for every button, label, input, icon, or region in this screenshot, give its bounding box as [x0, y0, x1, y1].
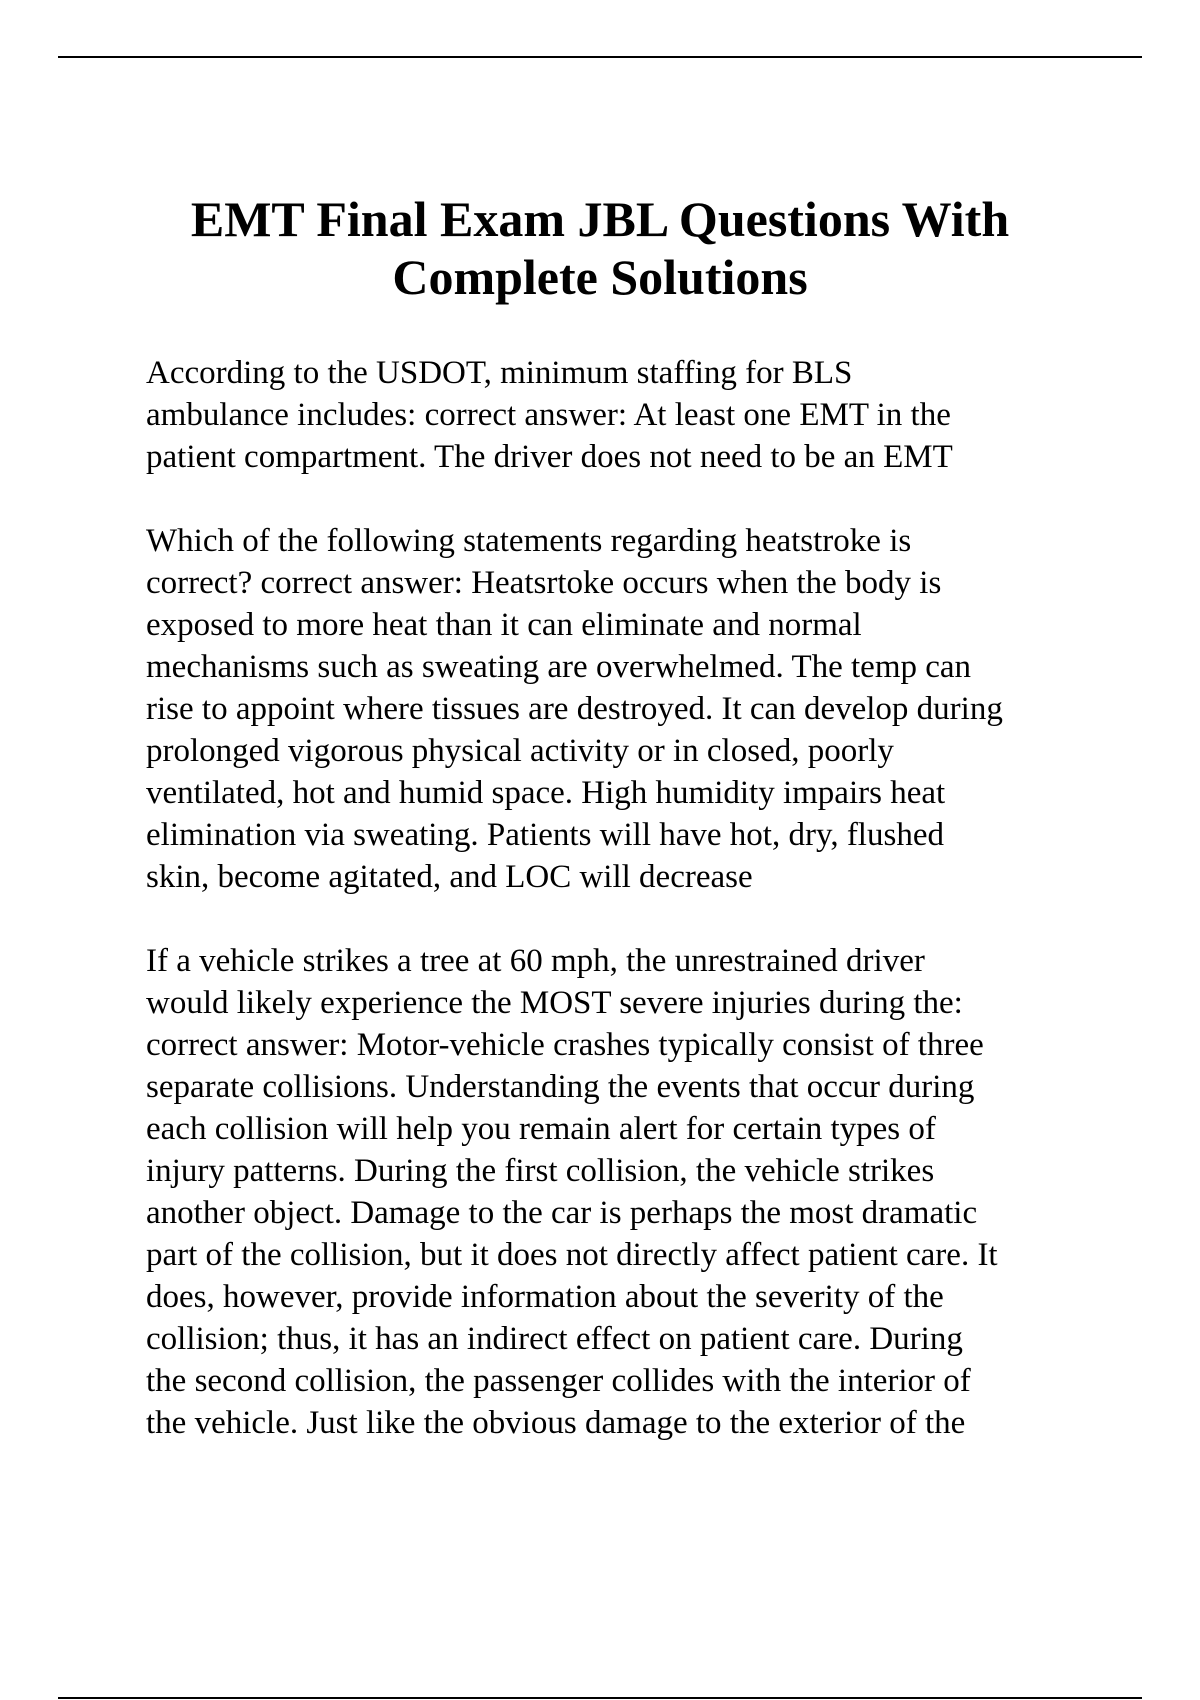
text-line: correct answer: Motor-vehicle crashes typically consist of three — [146, 1027, 984, 1063]
qa-entry — [146, 352, 1106, 478]
text-line: According to the USDOT, minimum staffing for BLS — [146, 355, 853, 391]
document-body — [146, 352, 1106, 1486]
footer-rule — [58, 1697, 1142, 1699]
title-line: Complete Solutions — [392, 249, 808, 305]
title-line: EMT Final Exam JBL Questions With — [190, 191, 1010, 247]
text-line: ambulance includes: correct answer: At least one EMT in the — [146, 397, 951, 433]
text-line: Which of the following statements regarding heatstroke is — [146, 523, 912, 559]
qa-entry — [146, 940, 1106, 1444]
text-line: the second collision, the passenger collides with the interior of — [146, 1363, 971, 1399]
text-line: the vehicle. Just like the obvious damage to the exterior of the — [146, 1405, 966, 1441]
text-line: If a vehicle strikes a tree at 60 mph, the unrestrained driver — [146, 943, 925, 979]
text-line: part of the collision, but it does not directly affect patient care. It — [146, 1237, 998, 1273]
document-title — [100, 190, 1100, 306]
text-line: patient compartment. The driver does not need to be an EMT — [146, 439, 953, 475]
text-line: elimination via sweating. Patients will have hot, dry, flushed — [146, 817, 944, 853]
text-line: correct? correct answer: Heatsrtoke occurs when the body is — [146, 565, 942, 601]
text-line: collision; thus, it has an indirect effect on patient care. During — [146, 1321, 963, 1357]
header-rule — [58, 56, 1142, 58]
text-line: prolonged vigorous physical activity or in closed, poorly — [146, 733, 894, 769]
text-line: exposed to more heat than it can eliminate and normal — [146, 607, 862, 643]
text-line: separate collisions. Understanding the events that occur during — [146, 1069, 975, 1105]
text-line: does, however, provide information about the severity of the — [146, 1279, 944, 1315]
text-line: would likely experience the MOST severe injuries during the: — [146, 985, 963, 1021]
qa-entry — [146, 520, 1106, 898]
text-line: each collision will help you remain alert for certain types of — [146, 1111, 936, 1147]
text-line: mechanisms such as sweating are overwhelmed. The temp can — [146, 649, 972, 685]
text-line: skin, become agitated, and LOC will decrease — [146, 859, 753, 895]
text-line: rise to appoint where tissues are destroyed. It can develop during — [146, 691, 1003, 727]
text-line: another object. Damage to the car is perhaps the most dramatic — [146, 1195, 978, 1231]
text-line: injury patterns. During the first collision, the vehicle strikes — [146, 1153, 935, 1189]
text-line: ventilated, hot and humid space. High humidity impairs heat — [146, 775, 946, 811]
